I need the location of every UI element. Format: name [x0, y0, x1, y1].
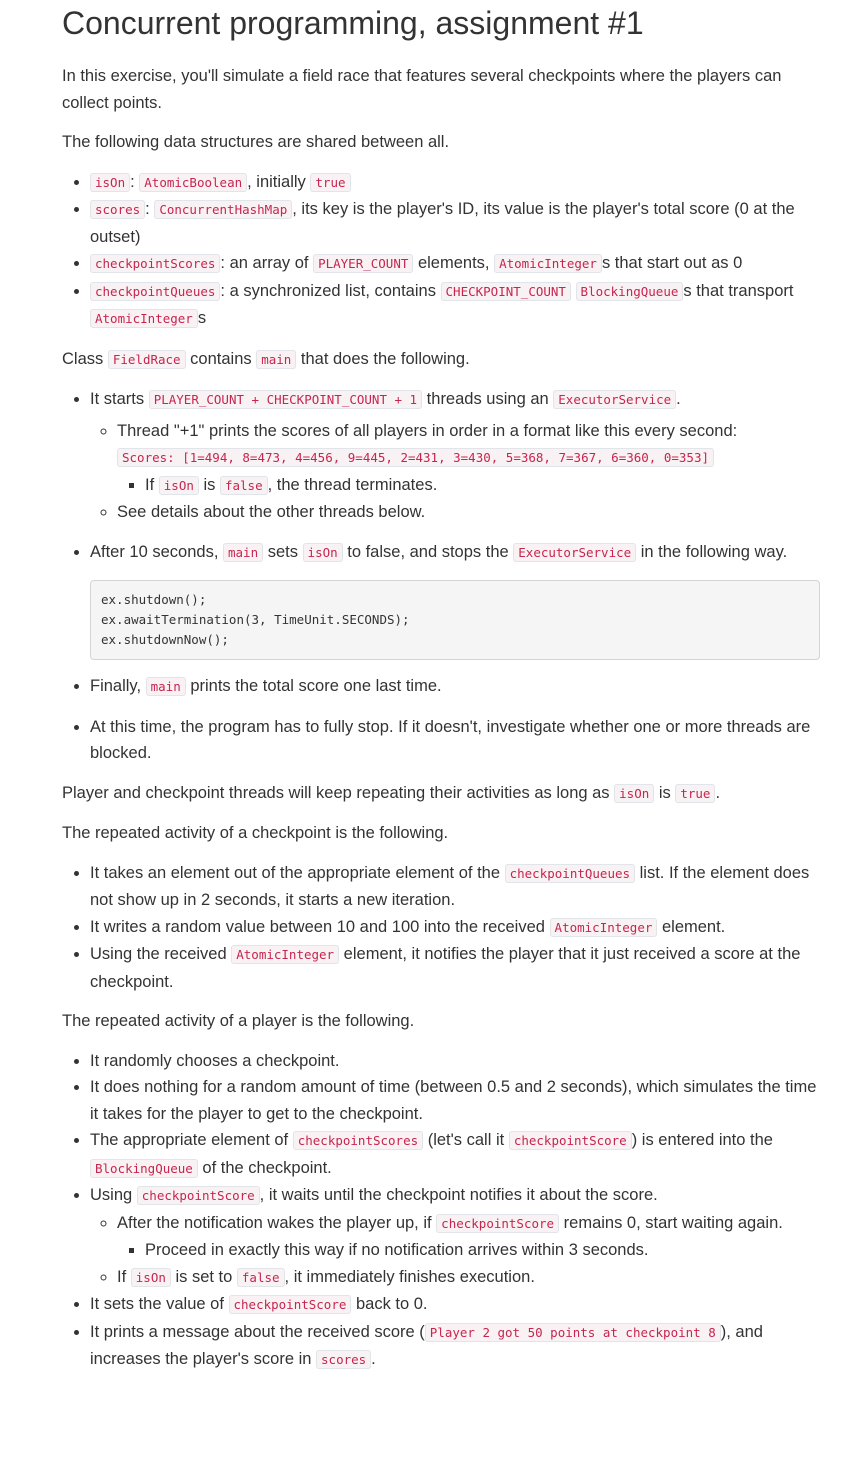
list-item: • It starts PLAYER_COUNT + CHECKPOINT_COUNT + 1 threads using an ExecutorService . ◦ Thread "+1" prints the scores of all players in order in a format like this every second: Scores: [1=494, 8=473, 4=456, 9=445, 2=431, 3=430, 5=368, 7=367, 6=360, 0=353] ▪ If isOn is false , the thread terminates. ◦ See details about the other threads below. — [90, 386, 820, 526]
code-type: ExecutorService — [553, 390, 676, 409]
code-isOn: isOn — [614, 784, 654, 803]
code-line: ex.awaitTermination(3, TimeUnit.SECONDS); — [101, 612, 410, 627]
list-item: • It randomly chooses a checkpoint. — [90, 1048, 820, 1075]
list-item: • After 10 seconds, main sets isOn to false, and stops the ExecutorService in the following way. ex.shutdown(); ex.awaitTermination(3, TimeUnit.SECONDS); ex.shutdownNow(); — [90, 539, 820, 661]
code-checkpointQueues: checkpointQueues — [505, 864, 635, 883]
code-checkpointScore: checkpointScore — [436, 1214, 559, 1233]
list-item: ◦ If isOn is set to false , it immediately finishes execution. — [117, 1264, 820, 1292]
code-block — [90, 580, 820, 660]
list-item: ◦ Thread "+1" prints the scores of all players in order in a format like this every second: Scores: [1=494, 8=473, 4=456, 9=445, 2=431, 3=430, 5=368, 7=367, 6=360, 0=353] ▪ If isOn is false , the thread terminates. — [117, 418, 820, 500]
code-main: main — [256, 350, 296, 369]
code-isOn: isOn — [131, 1268, 171, 1287]
code-main: main — [223, 543, 263, 562]
code-checkpointScore: checkpointScore — [137, 1186, 260, 1205]
checkpoint-intro: The repeated activity of a checkpoint is the following. — [62, 824, 449, 842]
sub-sub-list — [117, 1237, 820, 1264]
list-item: • Using the received AtomicInteger element, it notifies the player that it just received a score at the checkpoint. — [90, 941, 820, 995]
list-item: • checkpointQueues : a synchronized list, contains CHECKPOINT_COUNT BlockingQueue s that transport AtomicInteger s — [90, 278, 820, 333]
code-value: false — [237, 1268, 285, 1287]
code-checkpointScore: checkpointScore — [229, 1295, 352, 1314]
code-constant: PLAYER_COUNT — [313, 254, 413, 273]
shared-intro: The following data structures are shared between all. — [62, 133, 450, 151]
code-checkpointScores: checkpointScores — [293, 1131, 423, 1150]
intro-paragraph: In this exercise, you'll simulate a field race that features several checkpoints where the players can collect points. — [62, 67, 782, 112]
code-inline: PLAYER_COUNT + CHECKPOINT_COUNT + 1 — [149, 390, 422, 409]
code-checkpointScore: checkpointScore — [509, 1131, 632, 1150]
list-item: • checkpointScores : an array of PLAYER_COUNT elements, AtomicInteger s that start out as 0 — [90, 250, 820, 278]
code-type: AtomicInteger — [494, 254, 602, 273]
code-main: main — [146, 677, 186, 696]
player-activity-list — [62, 1048, 820, 1374]
code-scores: scores — [316, 1350, 371, 1369]
player-intro: The repeated activity of a player is the following. — [62, 1012, 415, 1030]
repeat-paragraph: Player and checkpoint threads will keep repeating their activities as long as isOn is true . — [62, 783, 721, 802]
list-item: ▪ Proceed in exactly this way if no notification arrives within 3 seconds. — [145, 1237, 820, 1264]
code-line: ex.shutdownNow(); — [101, 632, 229, 647]
code-type: AtomicBoolean — [139, 173, 247, 192]
class-paragraph: Class FieldRace contains main that does the following. — [62, 349, 470, 368]
code-type: BlockingQueue — [90, 1159, 198, 1178]
code-constant: CHECKPOINT_COUNT — [441, 282, 571, 301]
code-isOn: isOn — [90, 173, 130, 192]
list-item: • It prints a message about the received score ( Player 2 got 50 points at checkpoint 8 ), and increases the player's score in scores . — [90, 1319, 820, 1374]
list-item: • It writes a random value between 10 and 100 into the received AtomicInteger element. — [90, 914, 820, 942]
code-scores-example: Scores: [1=494, 8=473, 4=456, 9=445, 2=431, 3=430, 5=368, 7=367, 6=360, 0=353] — [117, 448, 714, 467]
list-item: • isOn : AtomicBoolean , initially true — [90, 169, 820, 197]
code-isOn: isOn — [159, 476, 199, 495]
list-item: • It sets the value of checkpointScore back to 0. — [90, 1291, 820, 1319]
list-item: • Using checkpointScore , it waits until the checkpoint notifies it about the score. ◦ After the notification wakes the player up, if checkpointScore remains 0, start waiting again. ▪ Proceed in exactly this way if no notification arrives within 3 seconds. ◦ If isOn is set to false , it immediately finishes execution. — [90, 1182, 820, 1291]
code-scores: scores — [90, 200, 145, 219]
list-item: • scores : ConcurrentHashMap , its key is the player's ID, its value is the player's total score (0 at the outset) — [90, 196, 820, 250]
list-item: ◦ See details about the other threads below. — [117, 499, 820, 526]
code-value: false — [220, 476, 268, 495]
list-item: • Finally, main prints the total score one last time. — [90, 673, 820, 701]
code-class: FieldRace — [108, 350, 186, 369]
code-message-example: Player 2 got 50 points at checkpoint 8 — [425, 1323, 721, 1342]
code-type: AtomicInteger — [550, 918, 658, 937]
code-isOn: isOn — [303, 543, 343, 562]
code-value: true — [310, 173, 350, 192]
code-checkpointScores: checkpointScores — [90, 254, 220, 273]
code-line: ex.shutdown(); — [101, 592, 207, 607]
code-type: ConcurrentHashMap — [154, 200, 292, 219]
code-type: BlockingQueue — [576, 282, 684, 301]
list-item: • At this time, the program has to fully stop. If it doesn't, investigate whether one or more threads are blocked. — [90, 714, 820, 767]
code-type: ExecutorService — [513, 543, 636, 562]
list-item: ▪ If isOn is false , the thread terminates. — [145, 472, 820, 500]
shared-structures-list — [62, 169, 820, 333]
code-type: AtomicInteger — [90, 309, 198, 328]
sub-list — [90, 1210, 820, 1292]
list-item: • It takes an element out of the appropriate element of the checkpointQueues list. If the element does not show up in 2 seconds, it starts a new iteration. — [90, 860, 820, 914]
page-title: Concurrent programming, assignment #1 — [62, 5, 644, 41]
list-item: ◦ After the notification wakes the player up, if checkpointScore remains 0, start waiting again. ▪ Proceed in exactly this way if no notification arrives within 3 seconds. — [117, 1210, 820, 1264]
checkpoint-activity-list — [62, 860, 820, 996]
sub-sub-list — [117, 472, 820, 500]
main-steps-list — [62, 386, 820, 767]
sub-list — [90, 418, 820, 526]
assignment-page — [0, 3, 844, 1374]
list-item: • It does nothing for a random amount of time (between 0.5 and 2 seconds), which simulates the time it takes for the player to get to the checkpoint. — [90, 1074, 820, 1127]
code-type: AtomicInteger — [231, 945, 339, 964]
code-value: true — [675, 784, 715, 803]
list-item: • The appropriate element of checkpointScores (let's call it checkpointScore ) is entered into the BlockingQueue of the checkpoint. — [90, 1127, 820, 1182]
code-checkpointQueues: checkpointQueues — [90, 282, 220, 301]
